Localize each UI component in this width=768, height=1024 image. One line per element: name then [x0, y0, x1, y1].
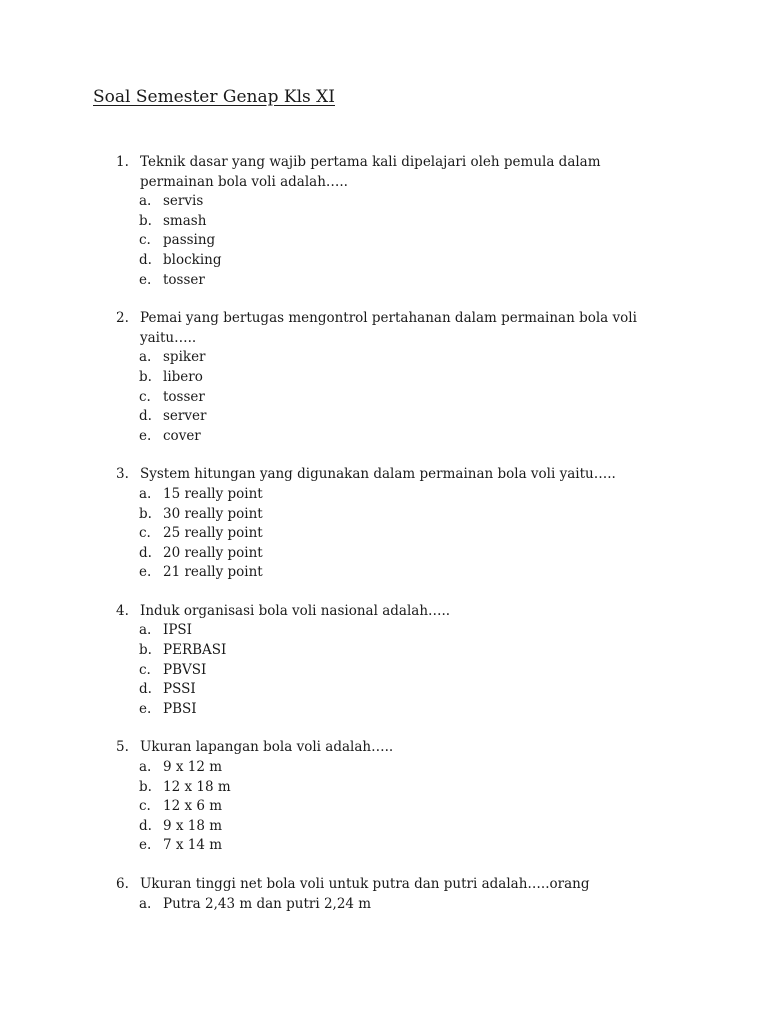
option-item — [0, 407, 768, 427]
question-5 — [0, 738, 768, 856]
option-item — [0, 505, 768, 525]
option-text: PERBASI — [163, 642, 227, 659]
option-text: IPSI — [163, 622, 192, 639]
question-number: 1. — [116, 154, 129, 170]
option-letter: d. — [139, 408, 152, 425]
question-list — [0, 153, 768, 933]
option-item — [0, 778, 768, 798]
question-6 — [0, 875, 768, 914]
question-text: System hitungan yang digunakan dalam permainan bola voli yaitu….. — [140, 466, 616, 483]
option-letter: d. — [139, 544, 152, 561]
option-item — [0, 797, 768, 817]
option-item — [0, 563, 768, 583]
option-letter: d. — [139, 251, 152, 268]
option-letter: c. — [139, 388, 151, 405]
option-letter: b. — [139, 368, 152, 385]
option-item — [0, 231, 768, 251]
question-number: 3. — [116, 466, 129, 483]
option-text: tosser — [163, 388, 205, 405]
option-item — [0, 621, 768, 641]
question-text: Induk organisasi bola voli nasional adalah….. — [140, 602, 451, 619]
option-letter: a. — [139, 485, 152, 502]
option-text: tosser — [163, 271, 205, 288]
option-text: PBSI — [163, 700, 197, 717]
option-item — [0, 641, 768, 661]
option-text: 9 x 18 m — [163, 817, 223, 834]
option-text: servis — [163, 193, 204, 210]
option-text: 7 x 14 m — [163, 837, 223, 854]
question-2 — [0, 309, 768, 446]
option-letter: a. — [139, 622, 152, 639]
option-text: 30 really point — [163, 505, 263, 522]
option-item — [0, 192, 768, 212]
option-text: 15 really point — [163, 485, 263, 502]
option-text: 12 x 6 m — [163, 798, 223, 815]
option-letter: c. — [139, 525, 151, 542]
option-item — [0, 271, 768, 291]
question-number: 4. — [116, 602, 129, 619]
option-item — [0, 348, 768, 368]
option-letter: a. — [139, 759, 152, 776]
question-number: 6. — [116, 876, 129, 892]
option-letter: a. — [139, 895, 152, 912]
option-item — [0, 836, 768, 856]
option-text: smash — [163, 212, 207, 229]
option-text: blocking — [163, 251, 222, 268]
option-letter: d. — [139, 817, 152, 834]
option-letter: c. — [139, 661, 151, 678]
option-list — [0, 895, 768, 915]
option-list — [0, 758, 768, 856]
option-item — [0, 212, 768, 232]
option-text: 12 x 18 m — [163, 778, 231, 795]
option-list — [0, 348, 768, 446]
question-4 — [0, 602, 768, 720]
option-list — [0, 192, 768, 290]
option-list — [0, 621, 768, 719]
option-text: spiker — [163, 349, 206, 366]
option-text: PSSI — [163, 681, 196, 698]
option-item — [0, 700, 768, 720]
option-item — [0, 485, 768, 505]
option-letter: e. — [139, 700, 152, 717]
option-item — [0, 544, 768, 564]
option-text: 20 really point — [163, 544, 263, 561]
option-letter: d. — [139, 681, 152, 698]
option-text: PBVSI — [163, 661, 207, 678]
option-letter: e. — [139, 271, 152, 288]
question-text: Pemai yang bertugas mengontrol pertahanan dalam permainan bola voli yaitu….. — [140, 310, 637, 346]
question-text: Ukuran lapangan bola voli adalah….. — [140, 739, 394, 756]
option-item — [0, 524, 768, 544]
option-item — [0, 427, 768, 447]
option-item — [0, 251, 768, 271]
question-1 — [0, 153, 768, 290]
option-letter: e. — [139, 837, 152, 854]
option-list — [0, 485, 768, 583]
question-text: Ukuran tinggi net bola voli untuk putra dan putri adalah…..orang — [140, 876, 590, 892]
option-letter: b. — [139, 212, 152, 229]
option-text: Putra 2,43 m dan putri 2,24 m — [163, 895, 372, 912]
option-item — [0, 895, 768, 915]
option-text: 21 really point — [163, 564, 263, 581]
option-item — [0, 758, 768, 778]
option-text: cover — [163, 427, 201, 444]
option-item — [0, 680, 768, 700]
question-3 — [0, 465, 768, 583]
option-text: 25 really point — [163, 525, 263, 542]
option-letter: a. — [139, 193, 152, 210]
question-number: 5. — [116, 739, 129, 756]
document-title: Soal Semester Genap Kls XI — [93, 87, 335, 107]
option-item — [0, 368, 768, 388]
option-letter: a. — [139, 349, 152, 366]
option-letter: c. — [139, 232, 151, 249]
question-text: Teknik dasar yang wajib pertama kali dipelajari oleh pemula dalam permainan bola voli adalah….. — [140, 154, 601, 190]
option-letter: b. — [139, 778, 152, 795]
option-letter: e. — [139, 564, 152, 581]
option-text: 9 x 12 m — [163, 759, 223, 776]
option-text: server — [163, 408, 207, 425]
option-letter: b. — [139, 642, 152, 659]
option-item — [0, 817, 768, 837]
option-item — [0, 388, 768, 408]
option-text: passing — [163, 232, 216, 249]
option-letter: b. — [139, 505, 152, 522]
option-letter: c. — [139, 798, 151, 815]
option-item — [0, 661, 768, 681]
question-number: 2. — [116, 310, 129, 327]
option-text: libero — [163, 368, 203, 385]
option-letter: e. — [139, 427, 152, 444]
